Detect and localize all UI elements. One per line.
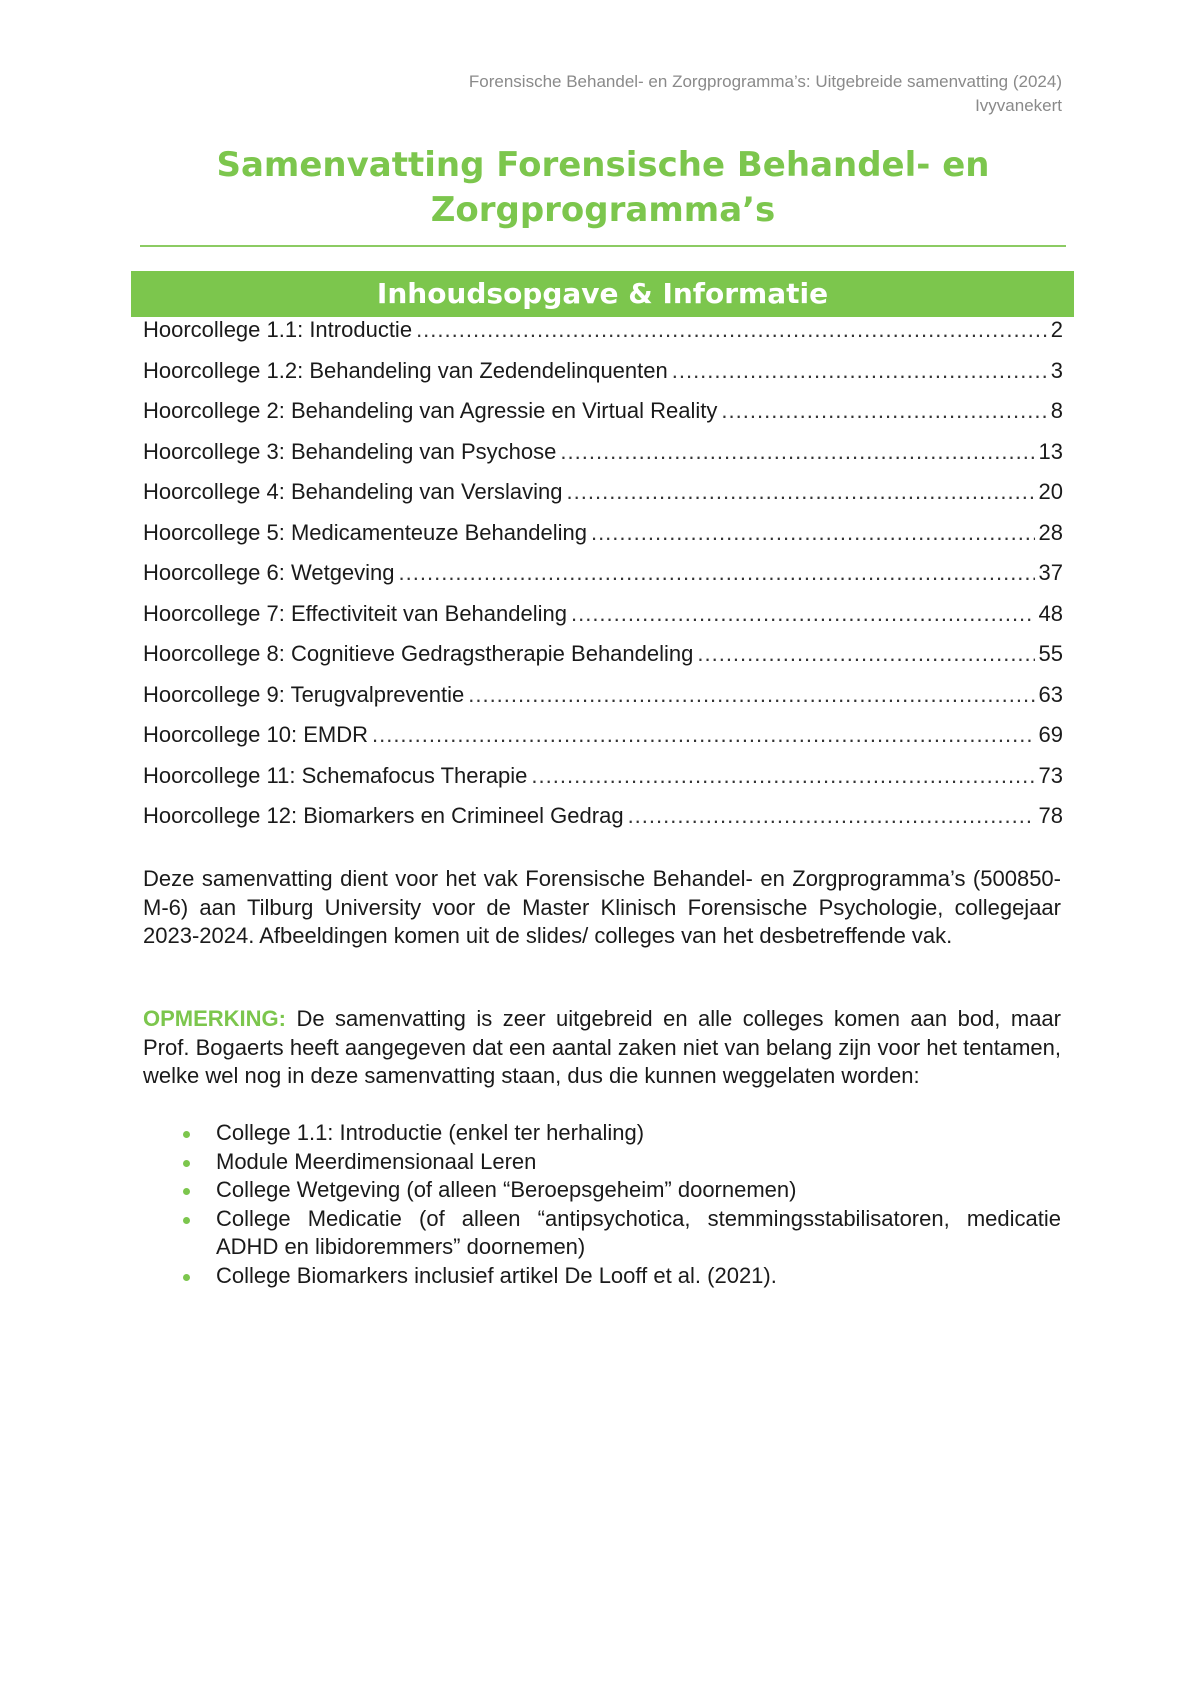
toc-entry-page-number: 63	[1038, 681, 1063, 707]
document-title-line-1: Samenvatting Forensische Behandel- en	[216, 145, 990, 185]
toc-entry[interactable]	[143, 639, 1063, 680]
toc-dot-leader	[468, 680, 1034, 710]
remark-bullet-text: College Biomarkers inclusief artikel De Looff et al. (2021).	[216, 1262, 777, 1288]
toc-entry-label: Hoorcollege 2: Behandeling van Agressie en Virtual Reality	[143, 398, 718, 423]
toc-entry-label: Hoorcollege 1.1: Introductie	[143, 317, 413, 342]
toc-heading: Inhoudsopgave & Informatie	[131, 271, 1074, 317]
toc-entry-page-number: 28	[1038, 519, 1063, 545]
bullet-dot-icon	[183, 1131, 190, 1138]
toc-entry[interactable]	[143, 315, 1063, 356]
toc-dot-leader	[399, 558, 1035, 588]
document-title	[140, 143, 1066, 233]
toc-dot-leader	[567, 477, 1035, 507]
toc-entry-page-number: 78	[1038, 803, 1063, 828]
toc-entry[interactable]	[143, 558, 1063, 599]
remark-text: De samenvatting is zeer uitgebreid en alle colleges komen aan bod, maar Prof. Bogaerts heeft aangegeven dat een aantal zaken niet van belang zijn voor het tentamen, welke wel nog in deze samenvatting staan, dus die kunnen weggelaten worden:	[143, 1006, 1061, 1088]
bullet-dot-icon	[183, 1274, 190, 1281]
toc-dot-leader	[571, 599, 1035, 629]
bullet-dot-icon	[183, 1160, 190, 1167]
toc-dot-leader	[672, 356, 1047, 386]
toc-dot-leader	[591, 518, 1035, 548]
table-of-contents	[143, 315, 1063, 842]
toc-entry-page-number: 69	[1038, 722, 1063, 747]
toc-entry[interactable]	[143, 720, 1063, 761]
toc-entry-page-number: 13	[1038, 438, 1063, 464]
remark-bullet-item	[143, 1148, 1061, 1177]
intro-paragraph: Deze samenvatting dient voor het vak Forensische Behandel- en Zorgprogramma’s (500850-M-6) aan Tilburg University voor de Master Klinisch Forensische Psychologie, collegejaar 2023-2024. Afbeeldingen komen uit de slides/ colleges van het desbetreffende vak.	[143, 866, 1061, 948]
toc-entry-label: Hoorcollege 4: Behandeling van Verslaving	[143, 479, 563, 504]
remark-bullet-text: College Medicatie (of alleen “antipsychotica, stemmingsstabilisatoren, medicatie ADHD en libidoremmers” doornemen)	[216, 1205, 1061, 1259]
document-title-line-2: Zorgprogramma’s	[430, 190, 776, 230]
toc-dot-leader	[560, 437, 1034, 467]
running-header-author: Ivyvanekert	[975, 96, 1062, 115]
toc-entry[interactable]	[143, 437, 1063, 478]
remark-bullet-item	[143, 1205, 1061, 1262]
remark-bullet-text: Module Meerdimensionaal Leren	[216, 1148, 537, 1174]
toc-entry[interactable]	[143, 356, 1063, 397]
bullet-dot-icon	[183, 1188, 190, 1195]
remark-bullet-item	[143, 1119, 1061, 1148]
toc-entry-label: Hoorcollege 12: Biomarkers en Crimineel Gedrag	[143, 803, 624, 828]
toc-dot-leader	[416, 315, 1047, 345]
toc-dot-leader	[372, 720, 1035, 750]
toc-entry-page-number: 2	[1050, 317, 1063, 342]
toc-entry-page-number: 55	[1038, 641, 1063, 666]
toc-entry[interactable]	[143, 477, 1063, 518]
toc-entry-label: Hoorcollege 11: Schemafocus Therapie	[143, 762, 528, 788]
toc-entry-label: Hoorcollege 1.2: Behandeling van Zedendelinquenten	[143, 357, 668, 383]
toc-entry[interactable]	[143, 761, 1063, 802]
remark-bullet-list	[143, 1119, 1061, 1290]
toc-entry[interactable]	[143, 599, 1063, 640]
toc-entry-label: Hoorcollege 8: Cognitieve Gedragstherapie Behandeling	[143, 641, 694, 666]
toc-entry-page-number: 3	[1050, 357, 1063, 383]
toc-dot-leader	[721, 396, 1046, 426]
remark-paragraph	[143, 1005, 1061, 1091]
toc-entry-label: Hoorcollege 7: Effectiviteit van Behandeling	[143, 600, 567, 626]
toc-entry-label: Hoorcollege 5: Medicamenteuze Behandeling	[143, 519, 587, 545]
remark-bullet-text: College 1.1: Introductie (enkel ter herhaling)	[216, 1120, 645, 1145]
toc-entry-page-number: 20	[1038, 479, 1063, 504]
toc-entry[interactable]	[143, 396, 1063, 437]
toc-dot-leader	[697, 639, 1034, 669]
title-divider	[140, 245, 1066, 247]
toc-entry-label: Hoorcollege 10: EMDR	[143, 722, 368, 747]
remark-bullet-item	[143, 1262, 1061, 1291]
toc-entry-page-number: 37	[1038, 560, 1063, 585]
remark-label: OPMERKING:	[143, 1006, 286, 1031]
remark-bullet-item	[143, 1176, 1061, 1205]
running-header	[469, 70, 1062, 118]
bullet-dot-icon	[183, 1217, 190, 1224]
toc-entry-page-number: 8	[1050, 398, 1063, 423]
toc-entry-label: Hoorcollege 9: Terugvalpreventie	[143, 681, 465, 707]
toc-entry-page-number: 48	[1038, 600, 1063, 626]
toc-entry[interactable]	[143, 518, 1063, 559]
toc-entry-label: Hoorcollege 3: Behandeling van Psychose	[143, 438, 557, 464]
toc-entry-page-number: 73	[1038, 762, 1063, 788]
toc-dot-leader	[628, 801, 1035, 831]
toc-dot-leader	[531, 761, 1034, 791]
toc-entry[interactable]	[143, 801, 1063, 842]
running-header-title: Forensische Behandel- en Zorgprogramma’s: Uitgebreide samenvatting (2024)	[468, 72, 1062, 91]
remark-bullet-text: College Wetgeving (of alleen “Beroepsgeheim” doornemen)	[216, 1177, 797, 1202]
toc-entry[interactable]	[143, 680, 1063, 721]
toc-entry-label: Hoorcollege 6: Wetgeving	[143, 560, 395, 585]
